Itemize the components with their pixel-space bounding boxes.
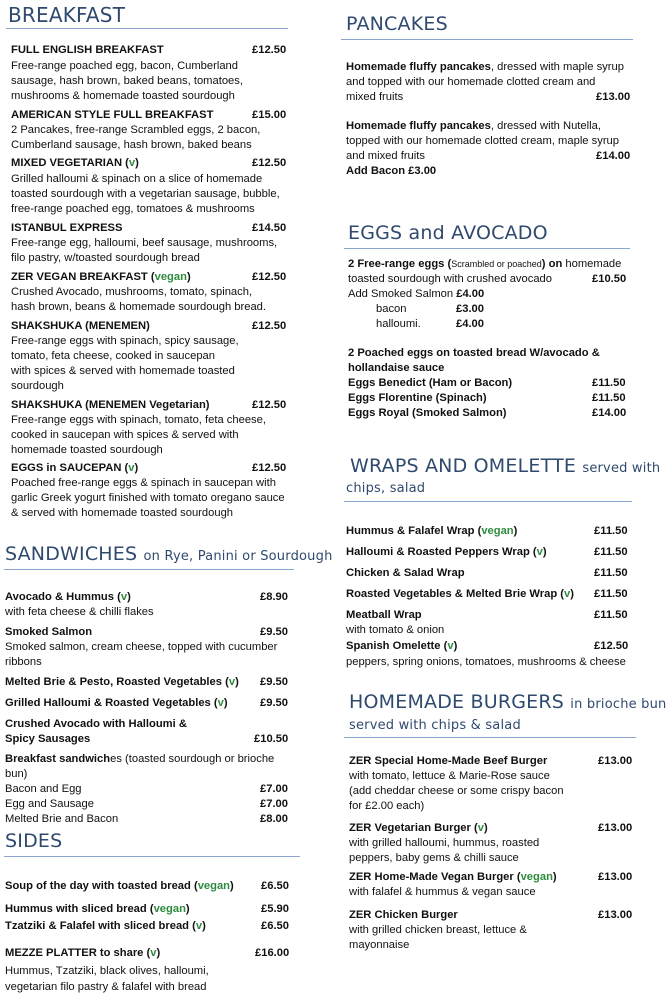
item-desc: homemade toasted sourdough	[11, 444, 163, 456]
veg-tag: v	[128, 462, 135, 474]
egg-variant: Eggs Royal (Smoked Salmon)	[348, 407, 507, 419]
bsandwich-price: £7.00	[260, 783, 288, 795]
item-desc: Poached free-range eggs & spinach in saucepan with	[11, 477, 276, 489]
item-name: EGGS in SAUCEPAN (v)	[11, 462, 139, 474]
eggs-item: 2 Free-range eggs (Scrambled or poached) on homemade	[348, 258, 622, 270]
burger-desc: mayonnaise	[349, 939, 410, 951]
burger-desc: with grilled chicken breast, lettuce &	[349, 924, 527, 936]
pancake-desc: topped with our homemade clotted cream, maple syrup	[346, 135, 619, 147]
vegan-tag: vegan	[154, 271, 187, 283]
sandwich-name: Avocado & Hummus (v)	[5, 591, 131, 603]
sandwich-price: £8.90	[260, 591, 288, 603]
item-price: £14.50	[252, 222, 287, 234]
wrap-name: Halloumi & Roasted Peppers Wrap (v)	[346, 546, 547, 558]
bsandwich-price: £7.00	[260, 798, 288, 810]
bsandwich-option: Bacon and Egg	[5, 783, 82, 795]
item-desc: tomato, feta cheese, cooked in saucepan	[11, 350, 215, 362]
sandwich-name: Melted Brie & Pesto, Roasted Vegetables (v)	[5, 676, 239, 688]
wraps-rule	[344, 501, 632, 502]
mezze-name: MEZZE PLATTER to share (v)	[5, 947, 161, 959]
pancake-desc: and topped with our homemade clotted cream and	[346, 76, 596, 88]
side-name: Tzatziki & Falafel with sliced bread (v)	[5, 920, 206, 932]
item-name: ZER VEGAN BREAKFAST (vegan)	[11, 271, 191, 283]
burger-price: £13.00	[598, 822, 633, 834]
sandwich-desc: with feta cheese & chilli flakes	[5, 606, 154, 618]
burger-name: ZER Vegetarian Burger (v)	[349, 822, 488, 834]
sandwich-price: £10.50	[254, 733, 289, 745]
item-desc: & served with homemade toasted sourdough	[11, 507, 234, 519]
eggs-rule	[344, 248, 630, 249]
item-desc: sourdough	[11, 380, 64, 392]
egg-variant-price: £11.50	[592, 392, 626, 404]
pancake-desc: mixed fruits	[346, 91, 404, 103]
sandwiches-title: SANDWICHES on Rye, Panini or Sourdough	[5, 543, 333, 565]
item-price: £15.00	[252, 109, 287, 121]
add-salmon: Add Smoked Salmon £4.00	[348, 288, 485, 300]
item-price: £12.50	[252, 462, 287, 474]
side-price: £5.90	[261, 903, 289, 915]
wrap-desc: peppers, spring onions, tomatoes, mushrooms & cheese	[346, 656, 626, 668]
pancakes-title: PANCAKES	[346, 13, 448, 35]
egg-variant: Eggs Florentine (Spinach)	[348, 392, 487, 404]
burgers-title: HOMEMADE BURGERS in brioche bun	[349, 691, 667, 713]
burger-desc: (add cheddar cheese or some crispy bacon	[349, 785, 564, 797]
burger-desc: with falafel & hummus & vegan sauce	[349, 886, 536, 898]
item-desc: with spices & served with homemade toasted	[11, 365, 235, 377]
sandwich-desc: ribbons	[5, 656, 42, 668]
pancake-price: £13.00	[596, 91, 631, 103]
item-price: £12.50	[252, 44, 287, 56]
side-name: Hummus with sliced bread (vegan)	[5, 903, 190, 915]
burgers-rule	[344, 737, 636, 738]
eggs-title: EGGS and AVOCADO	[348, 222, 548, 244]
egg-variant-price: £14.00	[592, 407, 627, 419]
veg-tag: v	[128, 157, 136, 169]
sandwiches-rule	[4, 569, 294, 570]
burgers-subtitle: in brioche bun	[570, 697, 667, 712]
eggs-item: toasted sourdough with crushed avocado	[348, 273, 552, 285]
item-desc: Free-range poached egg, bacon, Cumberland	[11, 60, 239, 72]
burger-desc: with tomato, lettuce & Marie-Rose sauce	[349, 770, 550, 782]
breakfast-sandwiches-heading: Breakfast sandwiches (toasted sourdough or brioche	[5, 753, 275, 765]
side-price: £6.50	[261, 920, 289, 932]
pancakes-rule	[341, 39, 633, 40]
burger-name: ZER Home-Made Vegan Burger (vegan)	[349, 871, 557, 883]
addon-price: £3.00	[456, 303, 484, 315]
side-name: Soup of the day with toasted bread (vegan)	[5, 880, 234, 892]
burger-desc: peppers, baby gems & chilli sauce	[349, 852, 519, 864]
item-desc: Cumberland sausage, hash brown, baked beans	[11, 139, 252, 151]
item-price: £12.50	[252, 320, 287, 332]
wrap-price: £11.50	[594, 609, 628, 621]
sandwich-desc: Smoked salmon, cream cheese, topped with cucumber	[5, 641, 278, 653]
burgers-subtitle2: served with chips & salad	[349, 718, 521, 733]
wrap-name: Meatball Wrap	[346, 609, 422, 621]
sandwich-price: £9.50	[260, 626, 288, 638]
wrap-name: Chicken & Salad Wrap	[346, 567, 465, 579]
sandwich-price: £9.50	[260, 697, 288, 709]
item-desc: hash brown, beans & homemade sourdough bread.	[11, 301, 266, 313]
eggs-price: £10.50	[592, 273, 627, 285]
burger-price: £13.00	[598, 755, 633, 767]
item-desc: mushrooms & homemade toasted sourdough	[11, 90, 235, 102]
sandwich-name: Spicy Sausages	[5, 733, 91, 745]
wrap-price: £11.50	[594, 525, 628, 537]
item-desc: Crushed Avocado, mushrooms, tomato, spinach,	[11, 286, 253, 298]
bsandwich-price: £8.00	[260, 813, 288, 825]
wraps-title: WRAPS AND OMELETTE served with	[350, 455, 661, 477]
sides-rule	[4, 856, 300, 857]
addon-name: halloumi.	[376, 318, 421, 330]
burger-name: ZER Chicken Burger	[349, 909, 458, 921]
egg-variant-price: £11.50	[592, 377, 626, 389]
wraps-subtitle2: chips, salad	[346, 481, 426, 496]
wrap-price: £11.50	[594, 588, 628, 600]
burger-desc: with grilled halloumi, hummus, roasted	[349, 837, 540, 849]
item-price: £12.50	[252, 271, 287, 283]
side-price: £6.50	[261, 880, 289, 892]
item-desc: 2 Pancakes, free-range Scrambled eggs, 2 bacon,	[11, 124, 261, 136]
item-name: SHAKSHUKA (MENEMEN)	[11, 320, 150, 332]
sandwich-name: Smoked Salmon	[5, 626, 93, 638]
burger-desc: for £2.00 each)	[349, 800, 425, 812]
item-name: ISTANBUL EXPRESS	[11, 222, 123, 234]
sandwiches-subtitle: on Rye, Panini or Sourdough	[143, 549, 333, 564]
pancake-desc: and mixed fruits	[346, 150, 425, 162]
item-name: FULL ENGLISH BREAKFAST	[11, 44, 164, 56]
addon-name: bacon	[376, 303, 407, 315]
wrap-name: Spanish Omelette (v)	[346, 640, 458, 652]
pancake-desc: Homemade fluffy pancakes, dressed with maple syrup	[346, 61, 624, 73]
burger-price: £13.00	[598, 909, 633, 921]
sandwich-price: £9.50	[260, 676, 288, 688]
item-desc: Grilled halloumi & spinach on a slice of homemade	[11, 173, 263, 185]
item-desc: garlic Greek yogurt finished with tomato oregano sauce	[11, 492, 285, 504]
item-desc: Free-range eggs with spinach, tomato, feta cheese,	[11, 414, 266, 426]
item-desc: cooked in saucepan with spices & served with	[11, 429, 239, 441]
item-desc: sausage, hash brown, baked beans, tomatoes,	[11, 75, 243, 87]
egg-variant: Eggs Benedict (Ham or Bacon)	[348, 377, 513, 389]
poached-heading: 2 Poached eggs on toasted bread W/avocado &	[348, 347, 600, 359]
add-bacon: Add Bacon £3.00	[346, 165, 437, 177]
item-name: AMERICAN STYLE FULL BREAKFAST	[11, 109, 214, 121]
mezze-desc: Hummus, Tzatziki, black olives, halloumi,	[5, 965, 209, 977]
breakfast-rule	[6, 28, 288, 29]
item-desc: toasted sourdough with a vegetarian sausage, bubble,	[11, 188, 280, 200]
wrap-name: Roasted Vegetables & Melted Brie Wrap (v)	[346, 588, 574, 600]
sides-title: SIDES	[5, 830, 63, 852]
breakfast-sandwiches-heading: bun)	[5, 768, 28, 780]
wrap-price: £12.50	[594, 640, 629, 652]
wrap-price: £11.50	[594, 546, 628, 558]
item-price: £12.50	[252, 157, 287, 169]
pancake-desc: Homemade fluffy pancakes, dressed with Nutella,	[346, 120, 601, 132]
addon-price: £4.00	[456, 318, 484, 330]
mezze-desc: vegetarian filo pastry & falafel with bread	[5, 981, 207, 993]
item-desc: Free-range eggs with spinach, spicy sausage,	[11, 335, 239, 347]
sandwich-name: Grilled Halloumi & Roasted Vegetables (v)	[5, 697, 228, 709]
item-desc: filo pastry, w/toasted sourdough bread	[11, 252, 200, 264]
bsandwich-option: Melted Brie and Bacon	[5, 813, 119, 825]
wrap-desc: with tomato & onion	[346, 624, 445, 636]
wrap-price: £11.50	[594, 567, 628, 579]
item-desc: Free-range egg, halloumi, beef sausage, mushrooms,	[11, 237, 278, 249]
mezze-price: £16.00	[255, 947, 290, 959]
burger-price: £13.00	[598, 871, 633, 883]
wraps-subtitle: served with	[582, 461, 661, 476]
sandwich-name: Crushed Avocado with Halloumi &	[5, 718, 187, 730]
burger-name: ZER Special Home-Made Beef Burger	[349, 755, 548, 767]
poached-heading: hollandaise sauce	[348, 362, 445, 374]
item-price: £12.50	[252, 399, 287, 411]
item-name: MIXED VEGETARIAN (v)	[11, 157, 139, 169]
pancake-price: £14.00	[596, 150, 631, 162]
bsandwich-option: Egg and Sausage	[5, 798, 94, 810]
item-name: SHAKSHUKA (MENEMEN Vegetarian)	[11, 399, 210, 411]
item-desc: free-range poached egg, tomatoes & mushrooms	[11, 203, 255, 215]
breakfast-title: BREAKFAST	[8, 3, 126, 27]
wrap-name: Hummus & Falafel Wrap (vegan)	[346, 525, 518, 537]
